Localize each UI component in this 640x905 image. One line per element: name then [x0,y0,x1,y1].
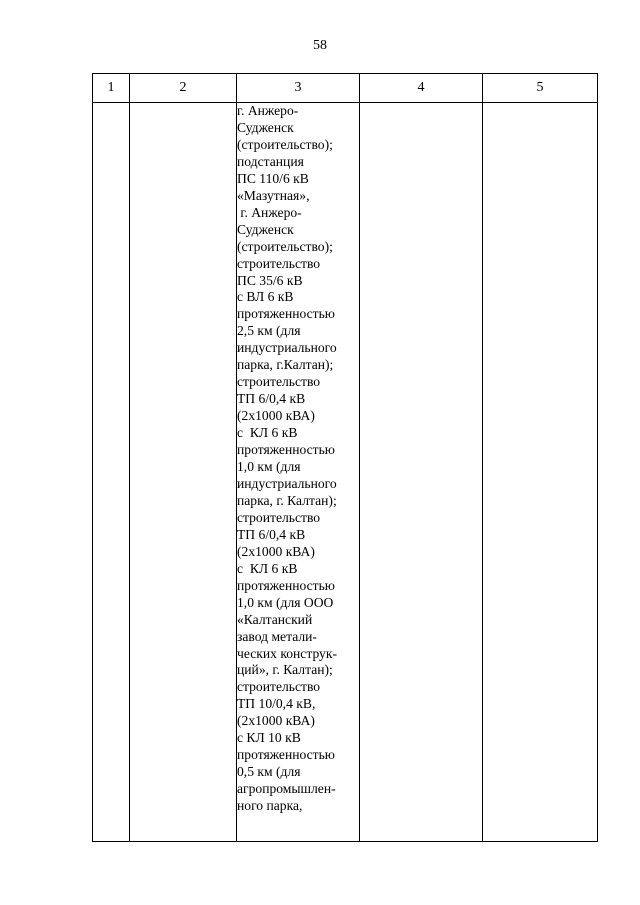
cell-text-line: ного парка, [237,798,303,814]
cell-text-line: ческих конструк- [237,645,337,661]
cell-text-line: ТП 6/0,4 кВ [237,391,306,407]
cell-text-line: (2х1000 кВА) [237,408,315,424]
cell-col-5 [483,103,598,842]
cell-text-line: 1,0 км (для [237,459,301,475]
cell-col-3-text [237,103,359,815]
page-number: 58 [313,38,327,53]
cell-text-line: строительство [237,255,321,271]
cell-text-line: (2х1000 кВА) [237,713,315,729]
document-table [92,73,598,842]
cell-text-line: подстанция [237,153,304,169]
cell-text-line: (строительство); [237,136,333,152]
column-header-2: 2 [130,74,237,103]
cell-text-line: «Мазутная», [237,187,310,203]
column-header-3: 3 [237,74,360,103]
table-header-row [93,74,598,103]
cell-text-line: с КЛ 10 кВ [237,730,301,746]
cell-text-line: 1,0 км (для ООО [237,594,334,610]
cell-text-line: парка, г.Калтан); [237,357,334,373]
cell-text-line: Судженск [237,221,294,237]
column-header-4: 4 [360,74,483,103]
cell-text-line: (строительство); [237,238,333,254]
cell-text-line: ТП 6/0,4 кВ [237,526,306,542]
cell-text-line: агропромышлен- [237,781,336,797]
cell-text-line: (2х1000 кВА) [237,543,315,559]
cell-text-line: г. Анжеро- [237,103,299,118]
cell-text-line: протяженностью [237,747,335,763]
cell-text-line: протяженностью [237,442,335,458]
cell-text-line: индустриального [237,340,337,356]
cell-text-line: протяженностью [237,306,335,322]
cell-text-line: с ВЛ 6 кВ [237,289,294,305]
column-header-1: 1 [93,74,130,103]
cell-text-line: индустриального [237,475,337,491]
cell-text-line: 2,5 км (для [237,323,301,339]
cell-text-line: строительство [237,374,321,390]
cell-text-line: ций», г. Калтан); [237,662,333,678]
cell-text-line: с КЛ 6 кВ [237,425,298,441]
cell-text-line: парка, г. Калтан); [237,492,337,508]
cell-text-line: «Калтанский [237,611,313,627]
cell-text-line: завод метали- [237,628,317,644]
cell-text-line: г. Анжеро- [237,204,302,220]
cell-text-line: Судженск [237,119,294,135]
cell-text-line: протяженностью [237,577,335,593]
cell-text-line: ПС 110/6 кВ [237,170,309,186]
cell-col-3 [237,103,360,842]
table-row [93,103,598,842]
cell-text-line: строительство [237,679,321,695]
cell-text-line: строительство [237,509,321,525]
cell-col-4 [360,103,483,842]
cell-text-line: ТП 10/0,4 кВ, [237,696,316,712]
cell-text-line: ПС 35/6 кВ [237,272,303,288]
cell-text-line: с КЛ 6 кВ [237,560,298,576]
column-header-5: 5 [483,74,598,103]
cell-col-1 [93,103,130,842]
cell-text-line: 0,5 км (для [237,764,301,780]
cell-col-2 [130,103,237,842]
